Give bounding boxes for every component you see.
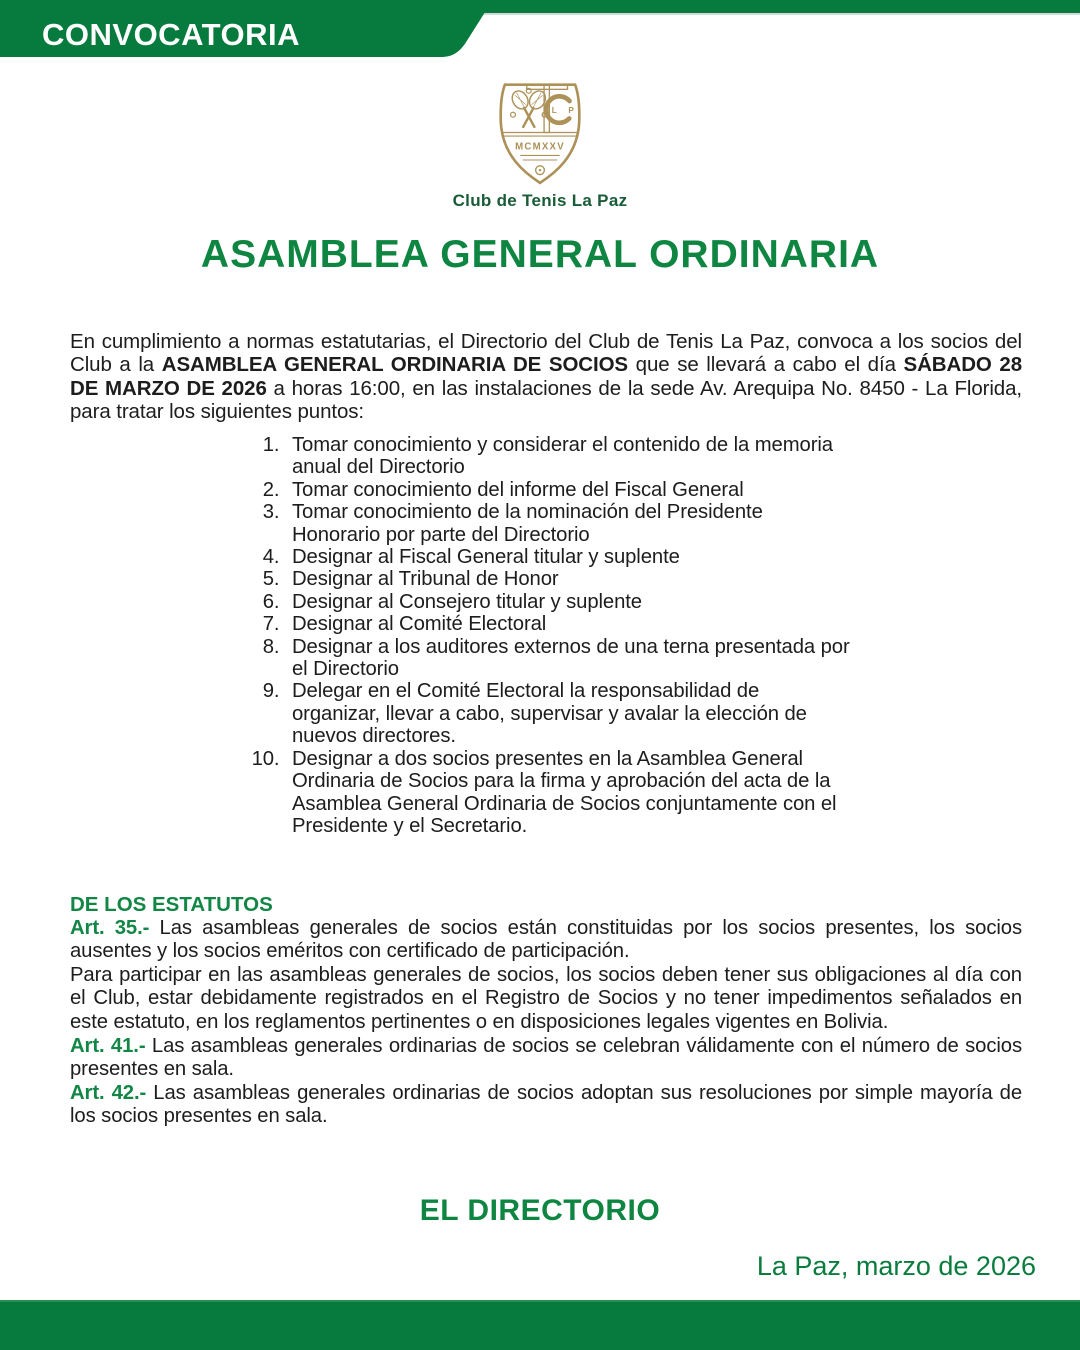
- club-name: Club de Tenis La Paz: [452, 191, 628, 210]
- crest-monogram-p: P: [568, 106, 574, 116]
- agenda-item-7: 7. Designar al Comité Electoral: [285, 613, 852, 635]
- article-41-text: Las asambleas generales ordinarias de socios se celebran válidamente con el número de socios presentes en sala.: [70, 1034, 1022, 1081]
- article-42-label: Art. 42.-: [70, 1081, 147, 1104]
- club-crest-block: [0, 76, 1080, 211]
- statutes-section: [70, 893, 1022, 1129]
- agenda-item-4: 4. Designar al Fiscal General titular y suplente: [285, 546, 852, 568]
- crest-racket-right-strings: [532, 93, 543, 107]
- intro-part3: a horas 16:00, en las instalaciones de la sede Av. Arequipa No. 8450 - La Florida, para tratar los siguientes puntos:: [70, 376, 1022, 424]
- statute-article-42: [70, 1082, 1022, 1129]
- header-strip-shadow: [470, 13, 1080, 15]
- statute-article-35: [70, 917, 1022, 964]
- crest-rule-lines: [521, 155, 560, 160]
- agenda-item-9: 9. Delegar en el Comité Electoral la responsabilidad de organizar, llevar a cabo, supervisar y avalar la elección de nuevos directores.: [285, 680, 852, 747]
- agenda-item-10: 10. Designar a dos socios presentes en la Asamblea General Ordinaria de Socios para la firma y aprobación del acta de la Asamblea General Ordinaria de Socios conjuntamente con el Presidente y el Secretario.: [285, 748, 852, 838]
- article-42-text: Las asambleas generales ordinarias de socios adoptan sus resoluciones por simple mayoría de los socios presentes en sala.: [70, 1081, 1022, 1128]
- crest-racket-left-strings: [515, 93, 526, 107]
- banner-title: CONVOCATORIA: [42, 17, 301, 52]
- article-35-text: Las asambleas generales de socios están constituidas por los socios presentes, los socios ausentes y los socios eméritos con certificado de participación.: [70, 916, 1022, 963]
- crest-monogram-l: L: [551, 106, 557, 116]
- intro-bold-date: SÁBADO 28 DE MARZO DE 2026: [70, 353, 1022, 400]
- agenda-item-2: 2. Tomar conocimiento del informe del Fiscal General: [285, 479, 852, 501]
- crest-divider-lines: [503, 133, 577, 137]
- statute-article-41: [70, 1035, 1022, 1082]
- article-35-label: Art. 35.-: [70, 916, 150, 939]
- article-41-label: Art. 41.-: [70, 1034, 146, 1057]
- agenda-item-3: 3. Tomar conocimiento de la nominación del Presidente Honorario por parte del Directorio: [285, 501, 852, 546]
- intro-part1: En cumplimiento a normas estatutarias, el Directorio del Club de Tenis La Paz, convoca a los socios del Club a la: [70, 329, 1022, 377]
- bottom-band: [0, 1300, 1080, 1350]
- agenda-item-8: 8. Designar a los auditores externos de una terna presentada por el Directorio: [285, 636, 852, 681]
- page-title: ASAMBLEA GENERAL ORDINARIA: [200, 233, 880, 276]
- club-crest-icon: [489, 76, 591, 188]
- crest-ball-left: [511, 112, 516, 117]
- intro-paragraph: [70, 330, 1022, 424]
- agenda-list: [0, 434, 900, 837]
- intro-part2: que se llevará a cabo el día: [628, 353, 904, 377]
- signature-line: EL DIRECTORIO: [419, 1194, 661, 1227]
- statutes-heading: DE LOS ESTATUTOS: [70, 893, 273, 916]
- place-date: La Paz, marzo de 2026: [756, 1251, 1036, 1281]
- crest-bottom-ball-dot: [539, 169, 541, 171]
- crest-year-roman: MCMXXV: [515, 141, 565, 153]
- intro-bold-assembly: ASAMBLEA GENERAL ORDINARIA DE SOCIOS: [161, 353, 629, 377]
- statute-participation: [70, 964, 1022, 1035]
- header-banner: [0, 0, 1080, 60]
- agenda-item-5: 5. Designar al Tribunal de Honor: [285, 568, 852, 590]
- agenda-item-6: 6. Designar al Consejero titular y suplente: [285, 591, 852, 613]
- agenda-item-1: 1. Tomar conocimiento y considerar el contenido de la memoria anual del Directorio: [285, 434, 852, 479]
- participation-text: Para participar en las asambleas generales de socios, los socios deben tener sus obligaciones al día con el Club, estar debidamente registrados en el Registro de Socios y no tener impedimentos señalados en este estatuto, en los reglamentos pertinentes o en disposiciones legales vigentes en Bolivia.: [70, 963, 1022, 1033]
